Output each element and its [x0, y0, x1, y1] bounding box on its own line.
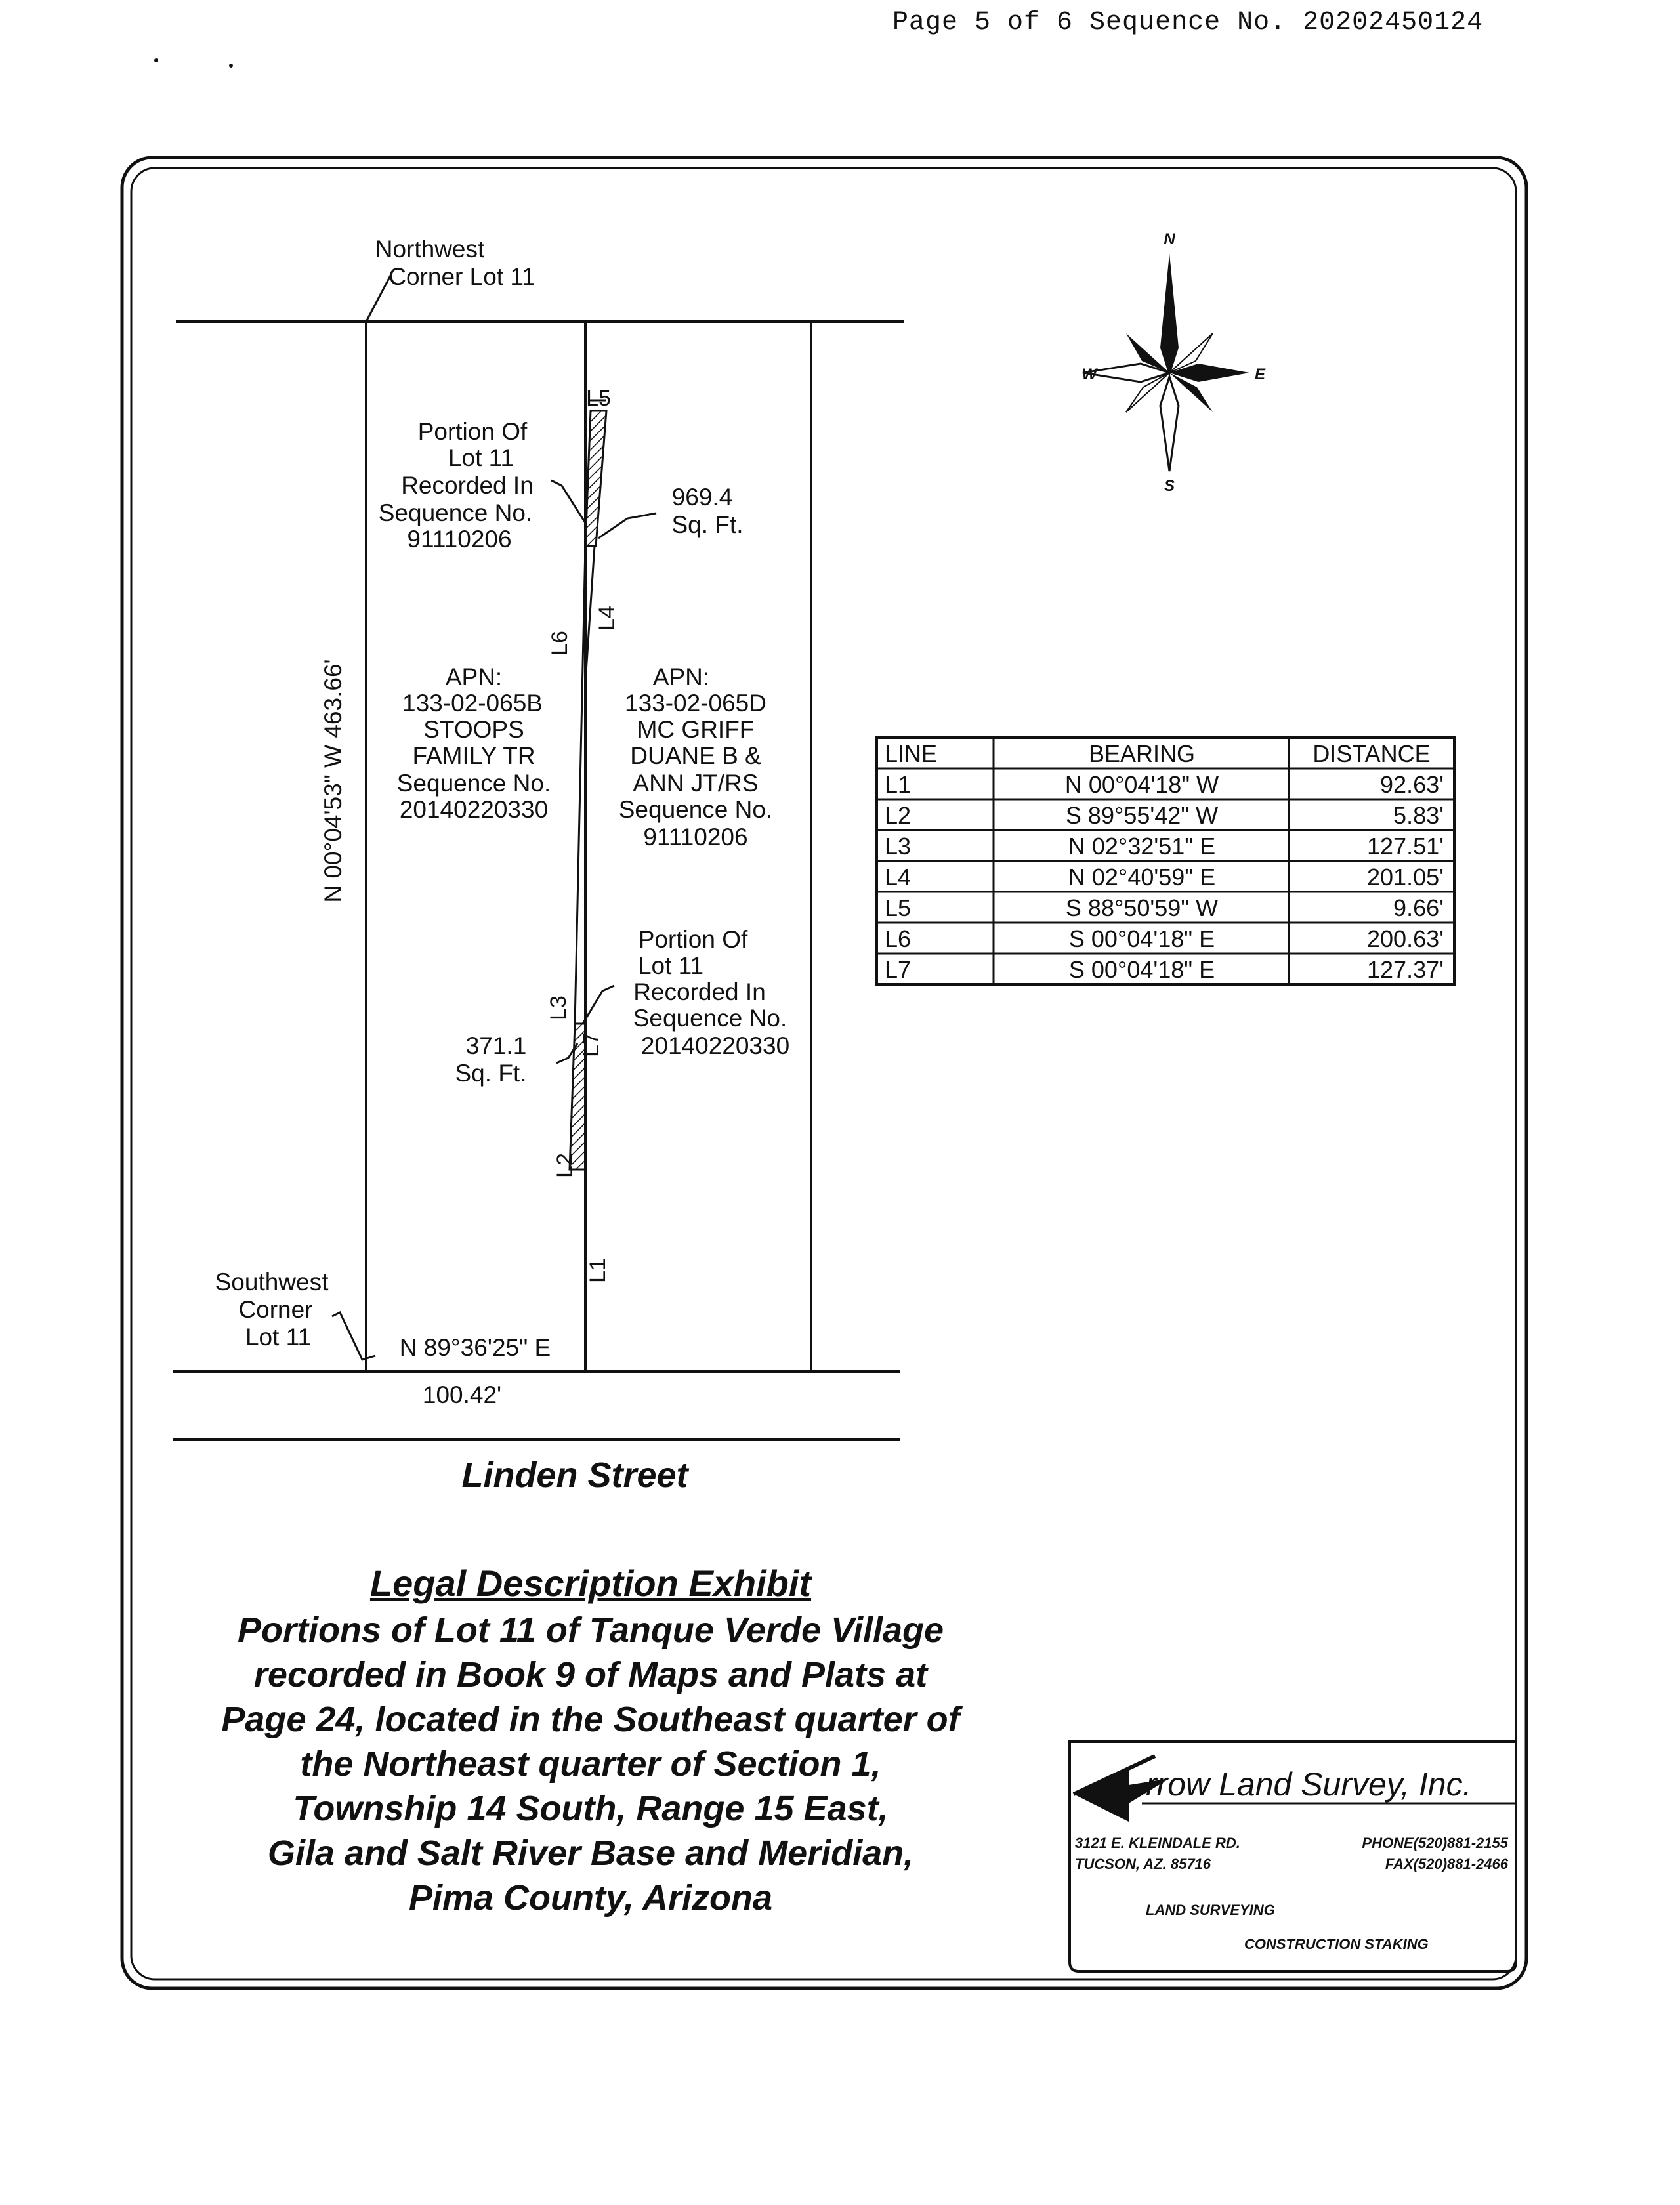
sw-corner-label: Southwest	[215, 1269, 329, 1295]
l2-label: L2	[553, 1153, 578, 1178]
table-cell-distance: 127.37'	[1367, 956, 1444, 983]
south-distance: 100.42'	[422, 1381, 502, 1408]
right-apn-label: 133-02-065D	[625, 690, 766, 717]
right-apn-label: APN:	[652, 663, 710, 690]
left-apn-label: 133-02-065B	[402, 690, 543, 717]
line-table	[877, 738, 1454, 984]
west-line-label: N 00°04'53" W 463.66'	[320, 659, 346, 903]
lower-area-unit: Sq. Ft.	[455, 1060, 527, 1087]
table-header-line: LINE	[885, 740, 938, 767]
table-cell-bearing: S 88°50'59" W	[1065, 894, 1219, 921]
page-sequence-header: Page 5 of 6 Sequence No. 20202450124	[892, 8, 1484, 37]
lot-lines	[173, 274, 904, 1440]
table-cell-line: L4	[885, 864, 912, 891]
right-apn-label: 91110206	[643, 824, 748, 850]
left-apn-label: STOOPS	[423, 716, 524, 743]
l3-label: L3	[546, 996, 571, 1020]
surveyor-fax: FAX(520)881-2466	[1385, 1856, 1508, 1872]
table-cell-distance: 200.63'	[1367, 925, 1444, 952]
l7-label: L7	[579, 1032, 604, 1057]
sw-corner-label: Lot 11	[245, 1324, 312, 1351]
nw-corner-label: Northwest	[375, 236, 485, 262]
right-apn-label: DUANE B &	[630, 742, 761, 769]
table-cell-distance: 201.05'	[1367, 864, 1444, 891]
description-line: Gila and Salt River Base and Meridian,	[267, 1834, 914, 1873]
table-cell-bearing: S 89°55'42" W	[1065, 802, 1219, 829]
compass-n: N	[1164, 230, 1175, 248]
table-cell-bearing: N 00°04'18" W	[1064, 771, 1219, 798]
table-cell-distance: 92.63'	[1380, 771, 1444, 798]
compass-w: W	[1082, 366, 1097, 383]
right-portion-label: Sequence No.	[633, 1005, 788, 1032]
table-header-distance: DISTANCE	[1312, 740, 1431, 767]
description-line: Pima County, Arizona	[408, 1878, 773, 1918]
table-cell-line: L7	[885, 956, 912, 983]
table-cell-bearing: S 00°04'18" E	[1068, 956, 1215, 983]
speck	[229, 64, 233, 68]
service-surveying: LAND SURVEYING	[1146, 1902, 1275, 1918]
surveyor-street: 3121 E. KLEINDALE RD.	[1075, 1835, 1240, 1851]
right-portion-label: Lot 11	[637, 952, 704, 979]
description-line: Page 24, located in the Southeast quarter of	[221, 1700, 960, 1739]
left-apn-label: FAMILY TR	[412, 742, 536, 769]
plat-labels	[215, 236, 790, 1408]
right-apn-label: ANN JT/RS	[633, 770, 759, 797]
right-apn-label: Sequence No.	[618, 796, 773, 823]
surveyor-city: TUCSON, AZ. 85716	[1075, 1856, 1211, 1872]
table-cell-line: L2	[885, 802, 912, 829]
l1-label: L1	[585, 1258, 610, 1283]
surveyor-name: rrow Land Survey, Inc.	[1146, 1766, 1472, 1803]
lower-area-value: 371.1	[465, 1032, 527, 1059]
left-apn-label: Sequence No.	[396, 770, 551, 797]
surveyor-phone: PHONE(520)881-2155	[1362, 1835, 1508, 1851]
l4-label: L4	[595, 606, 620, 631]
description-line: recorded in Book 9 of Maps and Plats at	[253, 1655, 928, 1694]
table-cell-bearing: N 02°40'59" E	[1068, 864, 1216, 891]
table-cell-line: L1	[885, 771, 912, 798]
table-cell-bearing: N 02°32'51" E	[1068, 833, 1216, 860]
upper-area-unit: Sq. Ft.	[671, 511, 744, 538]
description-line: Portions of Lot 11 of Tanque Verde Village	[237, 1610, 944, 1650]
left-portion-label: 91110206	[407, 526, 512, 553]
table-header-bearing: BEARING	[1088, 740, 1196, 767]
right-portion-label: 20140220330	[640, 1032, 790, 1059]
table-cell-line: L6	[885, 925, 912, 952]
exhibit-title: Legal Description Exhibit	[369, 1563, 812, 1604]
nw-corner-label: Corner Lot 11	[388, 263, 536, 290]
compass-rose	[1082, 230, 1266, 495]
left-portion-label: Sequence No.	[378, 499, 533, 526]
service-staking: CONSTRUCTION STAKING	[1244, 1936, 1429, 1952]
table-cell-line: L3	[885, 833, 912, 860]
description-line: the Northeast quarter of Section 1,	[300, 1744, 881, 1784]
sw-leader	[332, 1312, 375, 1360]
surveyor-title-block	[1070, 1742, 1516, 1971]
left-portion-label: Portion Of	[417, 418, 528, 445]
table-cell-bearing: S 00°04'18" E	[1068, 925, 1215, 952]
speck	[154, 58, 158, 62]
nw-leader	[366, 274, 391, 322]
l5-label: L5	[586, 386, 611, 411]
left-portion-label: Recorded In	[401, 472, 534, 499]
left-portion-label: Lot 11	[448, 444, 514, 471]
street-name: Linden Street	[461, 1456, 688, 1495]
right-portion-label: Portion Of	[638, 926, 748, 953]
left-apn-label: APN:	[445, 663, 503, 690]
exhibit-description	[158, 1608, 1024, 1920]
table-cell-line: L5	[885, 894, 912, 921]
right-portion-label: Recorded In	[633, 978, 766, 1005]
south-bearing: N 89°36'25" E	[399, 1334, 551, 1361]
l6-label: L6	[547, 631, 572, 656]
table-cell-distance: 5.83'	[1393, 802, 1444, 829]
table-cell-distance: 9.66'	[1393, 894, 1444, 921]
upper-area-value: 969.4	[671, 484, 733, 511]
description-line: Township 14 South, Range 15 East,	[293, 1789, 889, 1828]
right-apn-label: MC GRIFF	[637, 716, 755, 743]
left-apn-label: 20140220330	[399, 796, 549, 823]
table-cell-distance: 127.51'	[1367, 833, 1444, 860]
compass-s: S	[1164, 477, 1175, 495]
upper-hatched-strip	[585, 411, 606, 546]
sw-corner-label: Corner	[238, 1296, 313, 1323]
compass-e: E	[1254, 366, 1266, 383]
